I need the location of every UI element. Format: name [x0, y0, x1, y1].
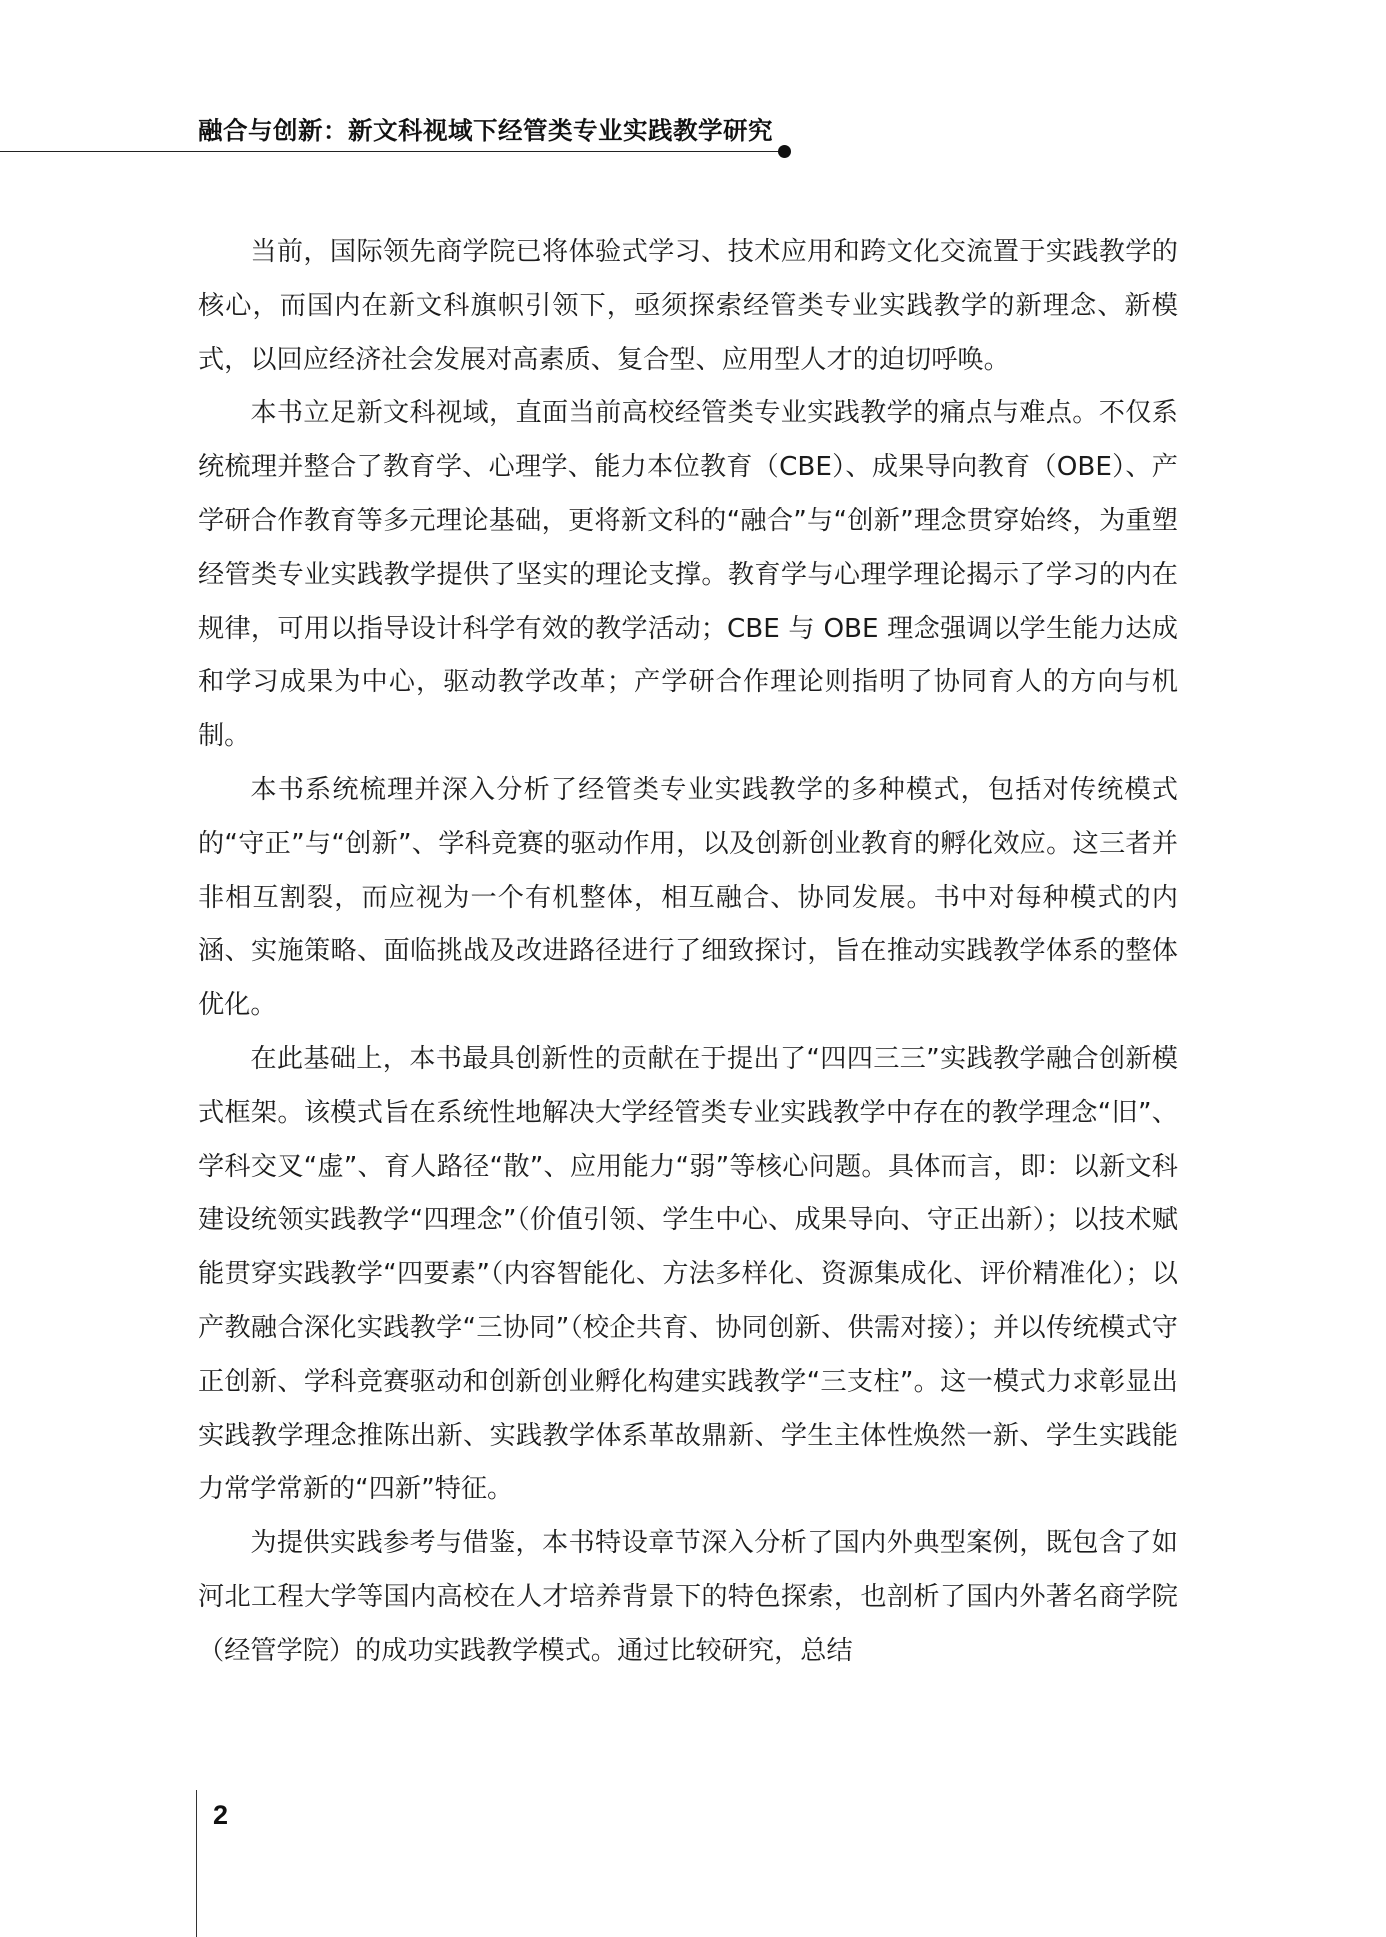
- paragraph-3: 本书系统梳理并深入分析了经管类专业实践教学的多种模式，包括对传统模式的“守正”与“创新”、学科竞赛的驱动作用，以及创新创业教育的孵化效应。这三者并非相互割裂，而应视为一个有机整体，相互融合、协同发展。书中对每种模式的内涵、实施策略、面临挑战及改进路径进行了细致探讨，旨在推动实践教学体系的整体优化。: [198, 774, 1178, 1021]
- header-rule: [0, 151, 785, 152]
- footer-rule: [196, 1790, 197, 1937]
- header-rule-dot: [778, 145, 791, 158]
- body-text: [198, 226, 1178, 1679]
- running-header-title: 融合与创新：新文科视域下经管类专业实践教学研究: [198, 116, 773, 145]
- paragraph-1: 当前，国际领先商学院已将体验式学习、技术应用和跨文化交流置于实践教学的核心，而国内在新文科旗帜引领下，亟须探索经管类专业实践教学的新理念、新模式，以回应经济社会发展对高素质、复合型、应用型人才的迫切呼唤。: [198, 237, 1178, 375]
- paragraph-5: 为提供实践参考与借鉴，本书特设章节深入分析了国内外典型案例，既包含了如河北工程大学等国内高校在人才培养背景下的特色探索，也剖析了国内外著名商学院（经管学院）的成功实践教学模式。通过比较研究，总结: [198, 1528, 1178, 1666]
- page-number: 2: [213, 1800, 229, 1830]
- paragraph-2: 本书立足新文科视域，直面当前高校经管类专业实践教学的痛点与难点。不仅系统梳理并整合了教育学、心理学、能力本位教育（CBE）、成果导向教育（OBE）、产学研合作教育等多元理论基础，更将新文科的“融合”与“创新”理念贯穿始终，为重塑经管类专业实践教学提供了坚实的理论支撑。教育学与心理学理论揭示了学习的内在规律，可用以指导设计科学有效的教学活动；CBE 与 OBE 理念强调以学生能力达成和学习成果为中心，驱动教学改革；产学研合作理论则指明了协同育人的方向与机制。: [198, 398, 1178, 752]
- paragraph-4: 在此基础上，本书最具创新性的贡献在于提出了“四四三三”实践教学融合创新模式框架。该模式旨在系统性地解决大学经管类专业实践教学中存在的教学理念“旧”、学科交叉“虚”、育人路径“散”、应用能力“弱”等核心问题。具体而言，即：以新文科建设统领实践教学“四理念”（价值引领、学生中心、成果导向、守正出新）；以技术赋能贯穿实践教学“四要素”（内容智能化、方法多样化、资源集成化、评价精准化）；以产教融合深化实践教学“三协同”（校企共育、协同创新、供需对接）；并以传统模式守正创新、学科竞赛驱动和创新创业孵化构建实践教学“三支柱”。这一模式力求彰显出实践教学理念推陈出新、实践教学体系革故鼎新、学生主体性焕然一新、学生实践能力常学常新的“四新”特征。: [198, 1043, 1178, 1505]
